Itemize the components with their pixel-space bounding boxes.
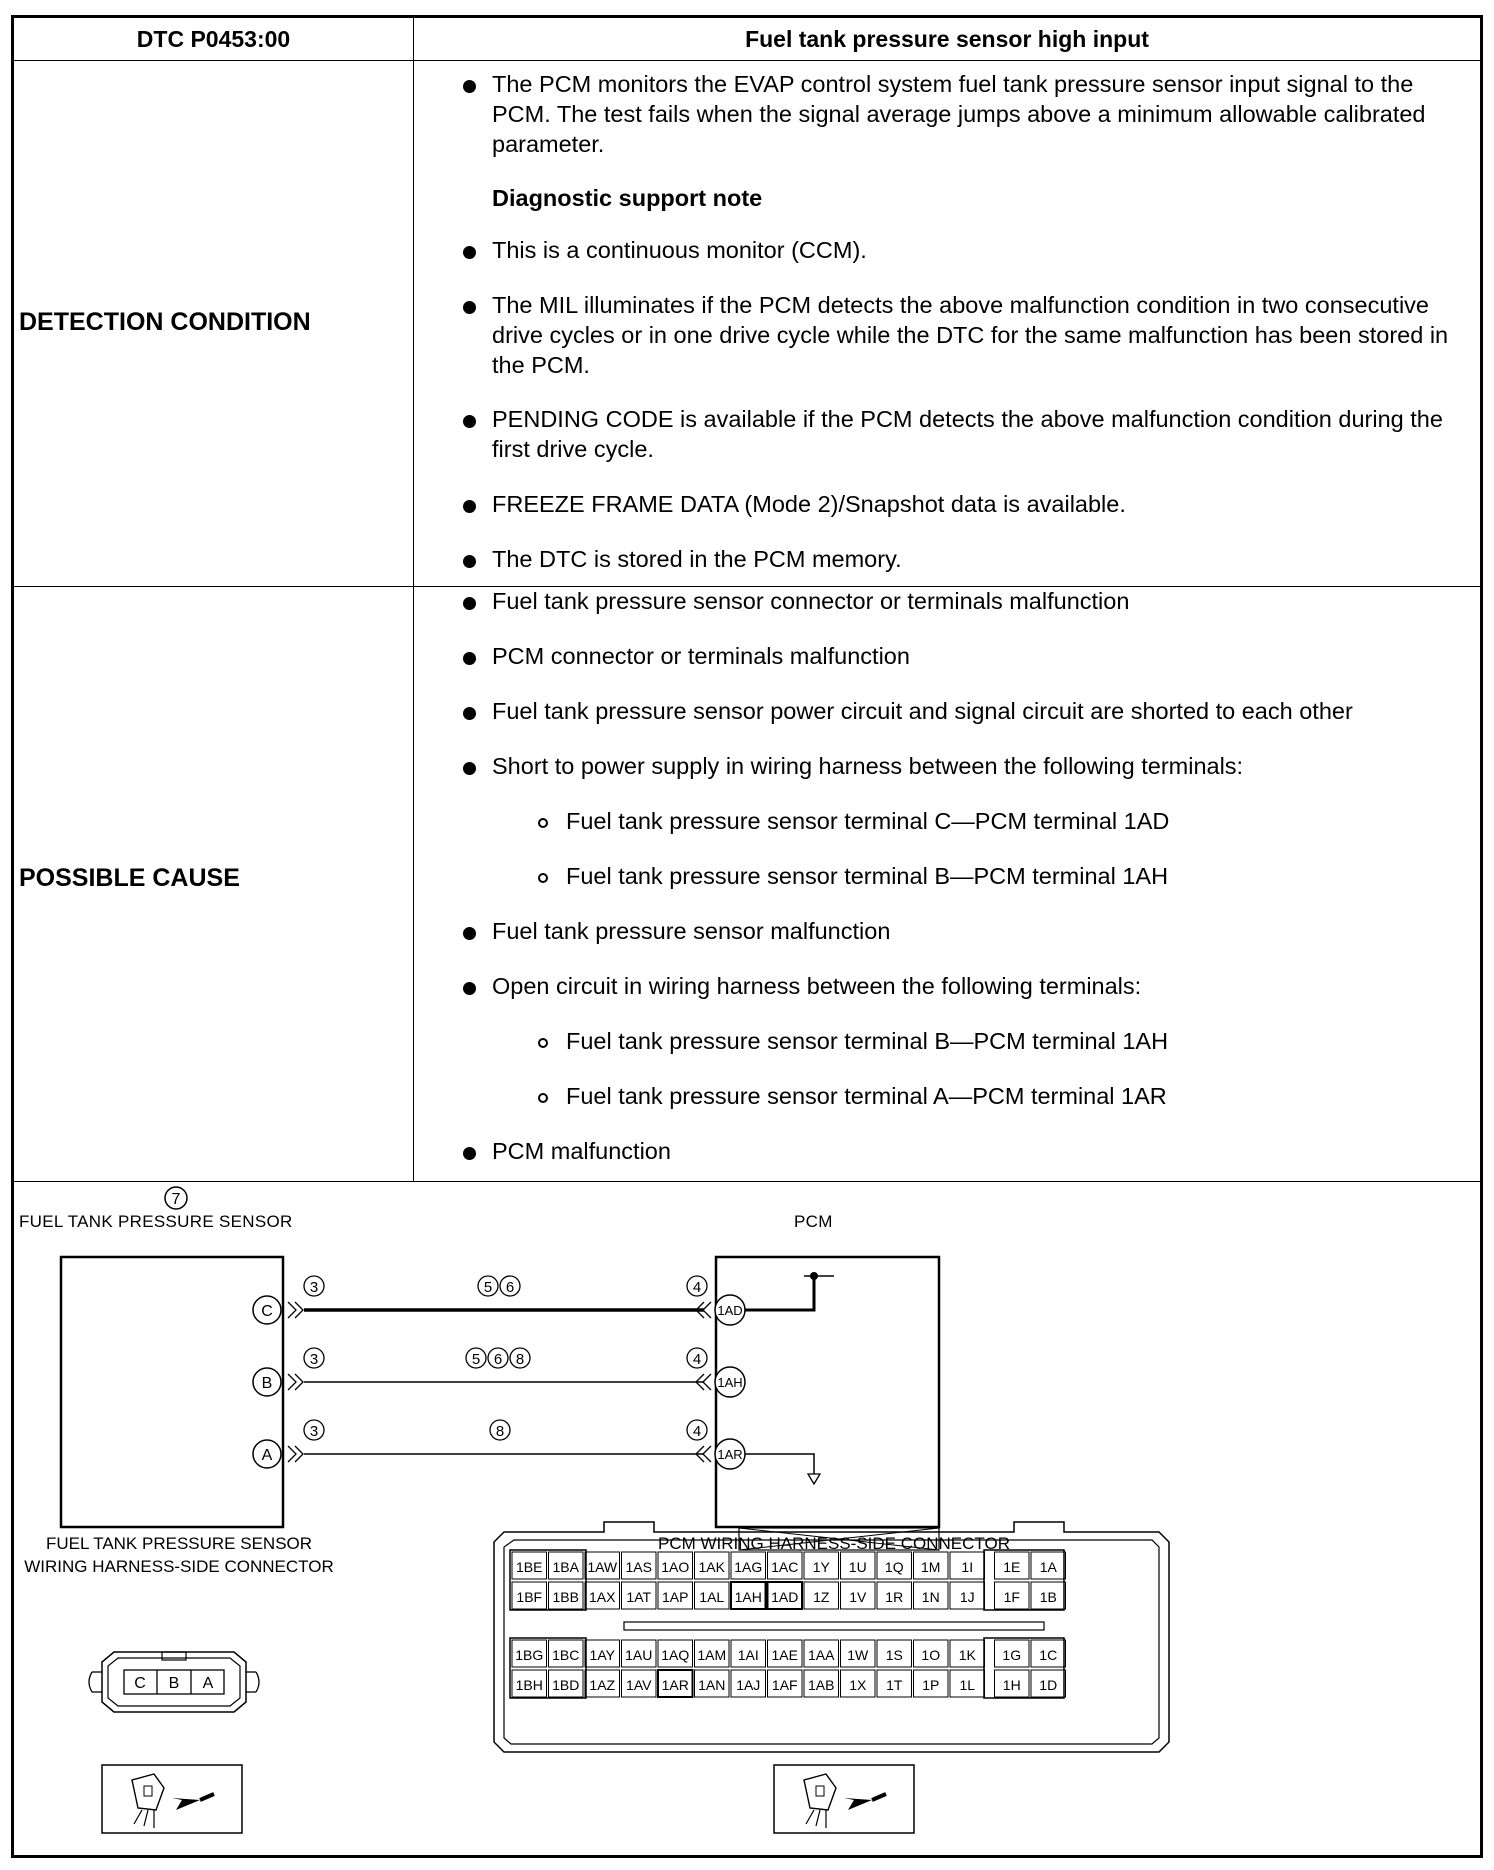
bullet-icon bbox=[463, 707, 476, 720]
pcm-pin-label: 1P bbox=[922, 1677, 940, 1693]
bullet-icon bbox=[463, 301, 476, 314]
pcm-pin-label: 1AM bbox=[697, 1647, 727, 1663]
dtc-code: DTC P0453:00 bbox=[136, 25, 291, 52]
pcm-pin-label: 1U bbox=[848, 1559, 867, 1575]
right-ref: 4 bbox=[692, 1279, 702, 1296]
diagnostic-note-heading: Diagnostic support note bbox=[492, 185, 763, 211]
left-ref: 3 bbox=[309, 1279, 319, 1296]
bullet-icon bbox=[463, 555, 476, 568]
pcm-pin-label: 1BA bbox=[552, 1559, 579, 1575]
pcm-pin-label: 1AY bbox=[589, 1647, 615, 1663]
wire-ref: 5 bbox=[483, 1279, 493, 1296]
right-ref: 4 bbox=[692, 1423, 702, 1440]
pcm-terminal-1ar-label: 1AR bbox=[717, 1447, 743, 1462]
bullet-icon bbox=[463, 652, 476, 665]
pcm-pin-label: 1C bbox=[1039, 1647, 1058, 1663]
detection-item: FREEZE FRAME DATA (Mode 2)/Snapshot data is available. bbox=[492, 491, 1126, 517]
sensor-pin-c: C bbox=[134, 1675, 146, 1692]
wire-ref: 6 bbox=[505, 1279, 515, 1296]
pcm-pin-label: 1K bbox=[958, 1647, 976, 1663]
detection-item: The MIL illuminates if the PCM detects the above malfunction condition in two consecutive drive cycles or in one drive cycle while the DTC for the same malfunction has been stored in the PCM. bbox=[492, 292, 1449, 378]
bullet-icon bbox=[463, 762, 476, 775]
connector-probe-icon bbox=[804, 1774, 886, 1828]
pcm-pin-label: 1AE bbox=[771, 1647, 798, 1663]
detection-item: PENDING CODE is available if the PCM detects the above malfunction condition during the first drive cycle. bbox=[492, 406, 1443, 462]
pcm-pin-label: 1O bbox=[921, 1647, 941, 1663]
cause-item: Short to power supply in wiring harness between the following terminals: bbox=[492, 753, 1244, 779]
wire-ref: 5 bbox=[471, 1351, 481, 1368]
connector-chevron-icon bbox=[288, 1374, 303, 1390]
pcm-pin-label: 1G bbox=[1002, 1647, 1022, 1663]
cause-item: PCM malfunction bbox=[492, 1138, 671, 1164]
pcm-pin-label: 1S bbox=[885, 1647, 903, 1663]
sensor-pin-a: A bbox=[202, 1675, 214, 1692]
pcm-pin-label: 1I bbox=[961, 1559, 974, 1575]
sub-bullet-icon bbox=[538, 873, 548, 883]
pcm-connector bbox=[494, 1522, 1169, 1752]
bullet-icon bbox=[463, 1147, 476, 1160]
detection-item: The PCM monitors the EVAP control system fuel tank pressure sensor input signal to the PCM. The test fails when the signal average jumps above a minimum allowable calibrated parameter. bbox=[492, 71, 1426, 157]
detection-condition-label: DETECTION CONDITION bbox=[19, 308, 311, 336]
pcm-pin-label: 1AS bbox=[625, 1559, 652, 1575]
pcm-pin-label: 1AH bbox=[734, 1589, 762, 1605]
pcm-pin-label: 1E bbox=[1003, 1559, 1021, 1575]
pcm-pin-label: 1BF bbox=[516, 1589, 543, 1605]
left-ref: 3 bbox=[309, 1423, 319, 1440]
bullet-icon bbox=[463, 597, 476, 610]
pcm-pin-label: 1AA bbox=[808, 1647, 835, 1663]
pcm-pin-label: 1AZ bbox=[589, 1677, 616, 1693]
sensor-box bbox=[61, 1257, 283, 1527]
pcm-box bbox=[716, 1257, 939, 1527]
cause-item: Fuel tank pressure sensor connector or terminals malfunction bbox=[492, 588, 1130, 614]
pcm-pin-label: 1Z bbox=[813, 1589, 830, 1605]
pcm-pin-label: 1BH bbox=[515, 1677, 543, 1693]
pcm-pin-label: 1AX bbox=[589, 1589, 616, 1605]
pcm-terminal-1ad-label: 1AD bbox=[717, 1303, 743, 1318]
cause-item: PCM connector or terminals malfunction bbox=[492, 643, 910, 669]
pcm-pin-label: 1BE bbox=[516, 1559, 543, 1575]
sensor-terminal-c-label: C bbox=[261, 1303, 273, 1320]
cause-subitem: Fuel tank pressure sensor terminal B—PCM terminal 1AH bbox=[566, 1028, 1169, 1054]
detection-item: The DTC is stored in the PCM memory. bbox=[492, 546, 902, 572]
pcm-pin-grid bbox=[510, 1550, 1066, 1698]
sensor-terminal-b-label: B bbox=[261, 1375, 273, 1392]
pcm-pin-label: 1T bbox=[886, 1677, 903, 1693]
pcm-pin-label: 1J bbox=[959, 1589, 975, 1605]
wire-ref: 8 bbox=[515, 1351, 525, 1368]
connector-chevron-icon bbox=[288, 1446, 303, 1462]
pcm-pin-label: 1AI bbox=[737, 1647, 759, 1663]
pcm-pin-label: 1AK bbox=[698, 1559, 725, 1575]
connector-probe-icon-frame bbox=[102, 1765, 242, 1833]
column-divider bbox=[413, 18, 414, 1181]
pcm-pin-label: 1AT bbox=[626, 1589, 652, 1605]
sub-bullet-icon bbox=[538, 818, 548, 828]
pcm-pin-label: 1Q bbox=[884, 1559, 904, 1575]
row-divider bbox=[14, 60, 1480, 61]
wire-ref: 8 bbox=[495, 1423, 505, 1440]
pcm-pin-label: 1BG bbox=[515, 1647, 544, 1663]
pcm-pin-label: 1AQ bbox=[661, 1647, 690, 1663]
cause-subitem: Fuel tank pressure sensor terminal A—PCM terminal 1AR bbox=[566, 1083, 1167, 1109]
sensor-terminal-a-label: A bbox=[261, 1447, 273, 1464]
cause-item: Open circuit in wiring harness between the following terminals: bbox=[492, 973, 1142, 999]
cause-item: Fuel tank pressure sensor power circuit and signal circuit are shorted to each other bbox=[492, 698, 1353, 724]
sensor-pin-b: B bbox=[168, 1675, 180, 1692]
dtc-title: Fuel tank pressure sensor high input bbox=[745, 25, 1149, 52]
sensor-title: FUEL TANK PRESSURE SENSOR bbox=[19, 1212, 293, 1231]
pcm-pin-label: 1D bbox=[1039, 1677, 1058, 1693]
pcm-pin-label: 1M bbox=[921, 1559, 941, 1575]
pcm-pin-label: 1AC bbox=[771, 1559, 799, 1575]
cause-subitem: Fuel tank pressure sensor terminal B—PCM terminal 1AH bbox=[566, 863, 1169, 889]
pcm-terminal-1ah-label: 1AH bbox=[717, 1375, 743, 1390]
pcm-pin-label: 1H bbox=[1002, 1677, 1021, 1693]
pcm-title: PCM bbox=[794, 1212, 833, 1231]
wiring-diagram-svg bbox=[14, 1182, 1480, 1855]
left-ref: 3 bbox=[309, 1351, 319, 1368]
connector-probe-icon bbox=[132, 1774, 214, 1828]
bullet-icon bbox=[463, 982, 476, 995]
pcm-pin-label: 1AP bbox=[662, 1589, 689, 1605]
pcm-pin-label: 1AN bbox=[698, 1677, 726, 1693]
pcm-pin-label: 1R bbox=[885, 1589, 904, 1605]
pcm-pin-label: 1V bbox=[849, 1589, 867, 1605]
sensor-connector-title: FUEL TANK PRESSURE SENSOR WIRING HARNESS-SIDE CONNECTOR bbox=[24, 1534, 334, 1576]
bullet-icon bbox=[463, 246, 476, 259]
cause-item: Fuel tank pressure sensor malfunction bbox=[492, 918, 891, 944]
right-ref: 4 bbox=[692, 1351, 702, 1368]
pcm-pin-label: 1AW bbox=[587, 1559, 618, 1575]
pcm-pin-label: 1AJ bbox=[736, 1677, 761, 1693]
pcm-pin-label: 1AB bbox=[808, 1677, 835, 1693]
possible-cause-label: POSSIBLE CAUSE bbox=[19, 864, 240, 892]
bullet-icon bbox=[463, 927, 476, 940]
pcm-pin-label: 1X bbox=[849, 1677, 867, 1693]
connector-chevron-icon bbox=[288, 1302, 303, 1318]
pcm-pin-label: 1AO bbox=[661, 1559, 690, 1575]
sub-bullet-icon bbox=[538, 1038, 548, 1048]
ground-icon bbox=[808, 1474, 820, 1484]
pcm-pin-label: 1AR bbox=[661, 1677, 689, 1693]
pcm-pin-label: 1AV bbox=[626, 1677, 652, 1693]
wire-ref: 6 bbox=[493, 1351, 503, 1368]
sub-bullet-icon bbox=[538, 1093, 548, 1103]
bullet-icon bbox=[463, 415, 476, 428]
bullet-icon bbox=[463, 500, 476, 513]
pcm-pin-label: 1AD bbox=[771, 1589, 799, 1605]
detection-item: This is a continuous monitor (CCM). bbox=[492, 237, 867, 263]
wiring-diagram bbox=[14, 1182, 1480, 1855]
bullet-icon bbox=[463, 80, 476, 93]
pcm-pin-label: 1AG bbox=[734, 1559, 763, 1575]
pcm-internal-ground bbox=[745, 1454, 814, 1474]
pcm-pin-label: 1W bbox=[847, 1647, 869, 1663]
pcm-pin-label: 1BD bbox=[552, 1677, 580, 1693]
pcm-connector-title: PCM WIRING HARNESS-SIDE CONNECTOR bbox=[658, 1534, 1010, 1553]
pcm-pin-label: 1AU bbox=[625, 1647, 653, 1663]
pcm-pin-label: 1A bbox=[1039, 1559, 1057, 1575]
pcm-pin-label: 1B bbox=[1039, 1589, 1057, 1605]
pcm-pin-label: 1BB bbox=[552, 1589, 579, 1605]
pcm-pin-label: 1F bbox=[1003, 1589, 1020, 1605]
sensor-number: 7 bbox=[171, 1191, 181, 1208]
dtc-page bbox=[11, 15, 1483, 1858]
pcm-pin-label: 1N bbox=[921, 1589, 940, 1605]
pcm-pin-label: 1AL bbox=[699, 1589, 725, 1605]
cause-subitem: Fuel tank pressure sensor terminal C—PCM terminal 1AD bbox=[566, 808, 1170, 834]
pcm-internal-supply bbox=[745, 1276, 814, 1310]
pcm-pin-label: 1L bbox=[959, 1677, 976, 1693]
pcm-pin-label: 1BC bbox=[552, 1647, 580, 1663]
pcm-pin-label: 1Y bbox=[812, 1559, 830, 1575]
connector-probe-icon-frame bbox=[774, 1765, 914, 1833]
pcm-pin-label: 1AF bbox=[771, 1677, 798, 1693]
